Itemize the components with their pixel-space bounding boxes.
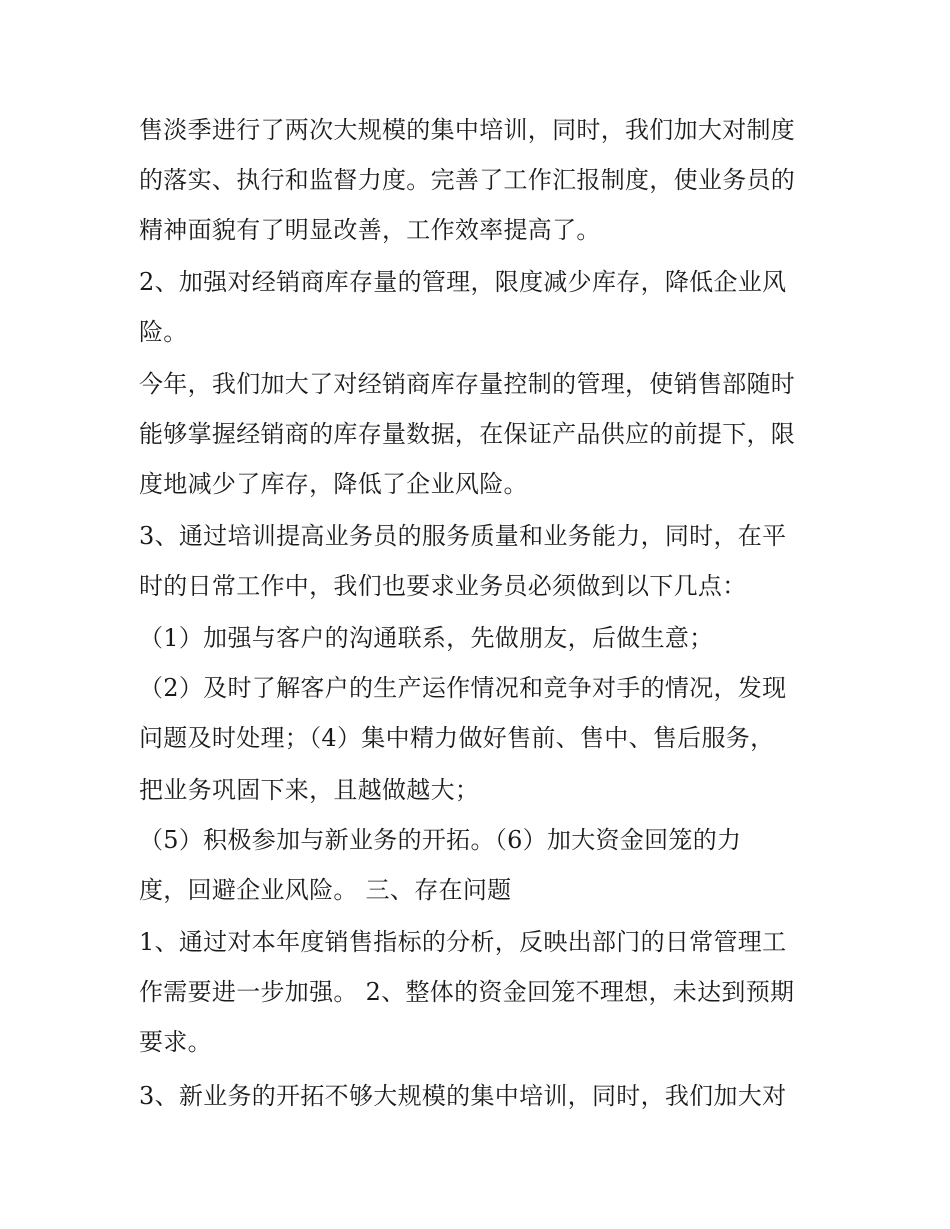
text-line: 今年，我们加大了对经销商库存量控制的管理，使销售部随时 (139, 370, 796, 398)
text-line: 问题及时处理；（4）集中精力做好售前、售中、售后服务， (139, 724, 775, 752)
text-line: 把业务巩固下来，且越做越大； (139, 776, 480, 804)
text-line: 1、通过对本年度销售指标的分析，反映出部门的日常管理工 (139, 928, 787, 956)
text-line: 要求。 (139, 1028, 212, 1056)
text-line: 3、新业务的开拓不够大规模的集中培训，同时，我们加大对 (139, 1082, 787, 1110)
text-line: （1）加强与客户的沟通联系，先做朋友，后做生意； (139, 624, 714, 652)
text-line: 的落实、执行和监督力度。完善了工作汇报制度，使业务员的 (139, 166, 796, 194)
text-line: （2）及时了解客户的生产运作情况和竞争对手的情况，发现 (139, 674, 787, 702)
text-line: 作需要进一步加强。 2、整体的资金回笼不理想，未达到预期 (139, 978, 795, 1006)
text-line: 度，回避企业风险。 三、存在问题 (139, 876, 512, 904)
text-line: 售淡季进行了两次大规模的集中培训，同时，我们加大对制度 (139, 116, 796, 144)
text-line: 度地减少了库存，降低了企业风险。 (139, 470, 528, 498)
text-line: 2、加强对经销商库存量的管理，限度减少库存，降低企业风 (139, 268, 787, 296)
text-line: （5）积极参加与新业务的开拓。（6）加大资金回笼的力 (139, 826, 742, 854)
text-line: 能够掌握经销商的库存量数据，在保证产品供应的前提下，限 (139, 420, 796, 448)
text-line: 3、通过培训提高业务员的服务质量和业务能力，同时，在平 (139, 522, 787, 550)
text-line: 精神面貌有了明显改善，工作效率提高了。 (139, 216, 601, 244)
text-line: 险。 (139, 318, 188, 346)
text-line: 时的日常工作中，我们也要求业务员必须做到以下几点： (139, 572, 747, 600)
